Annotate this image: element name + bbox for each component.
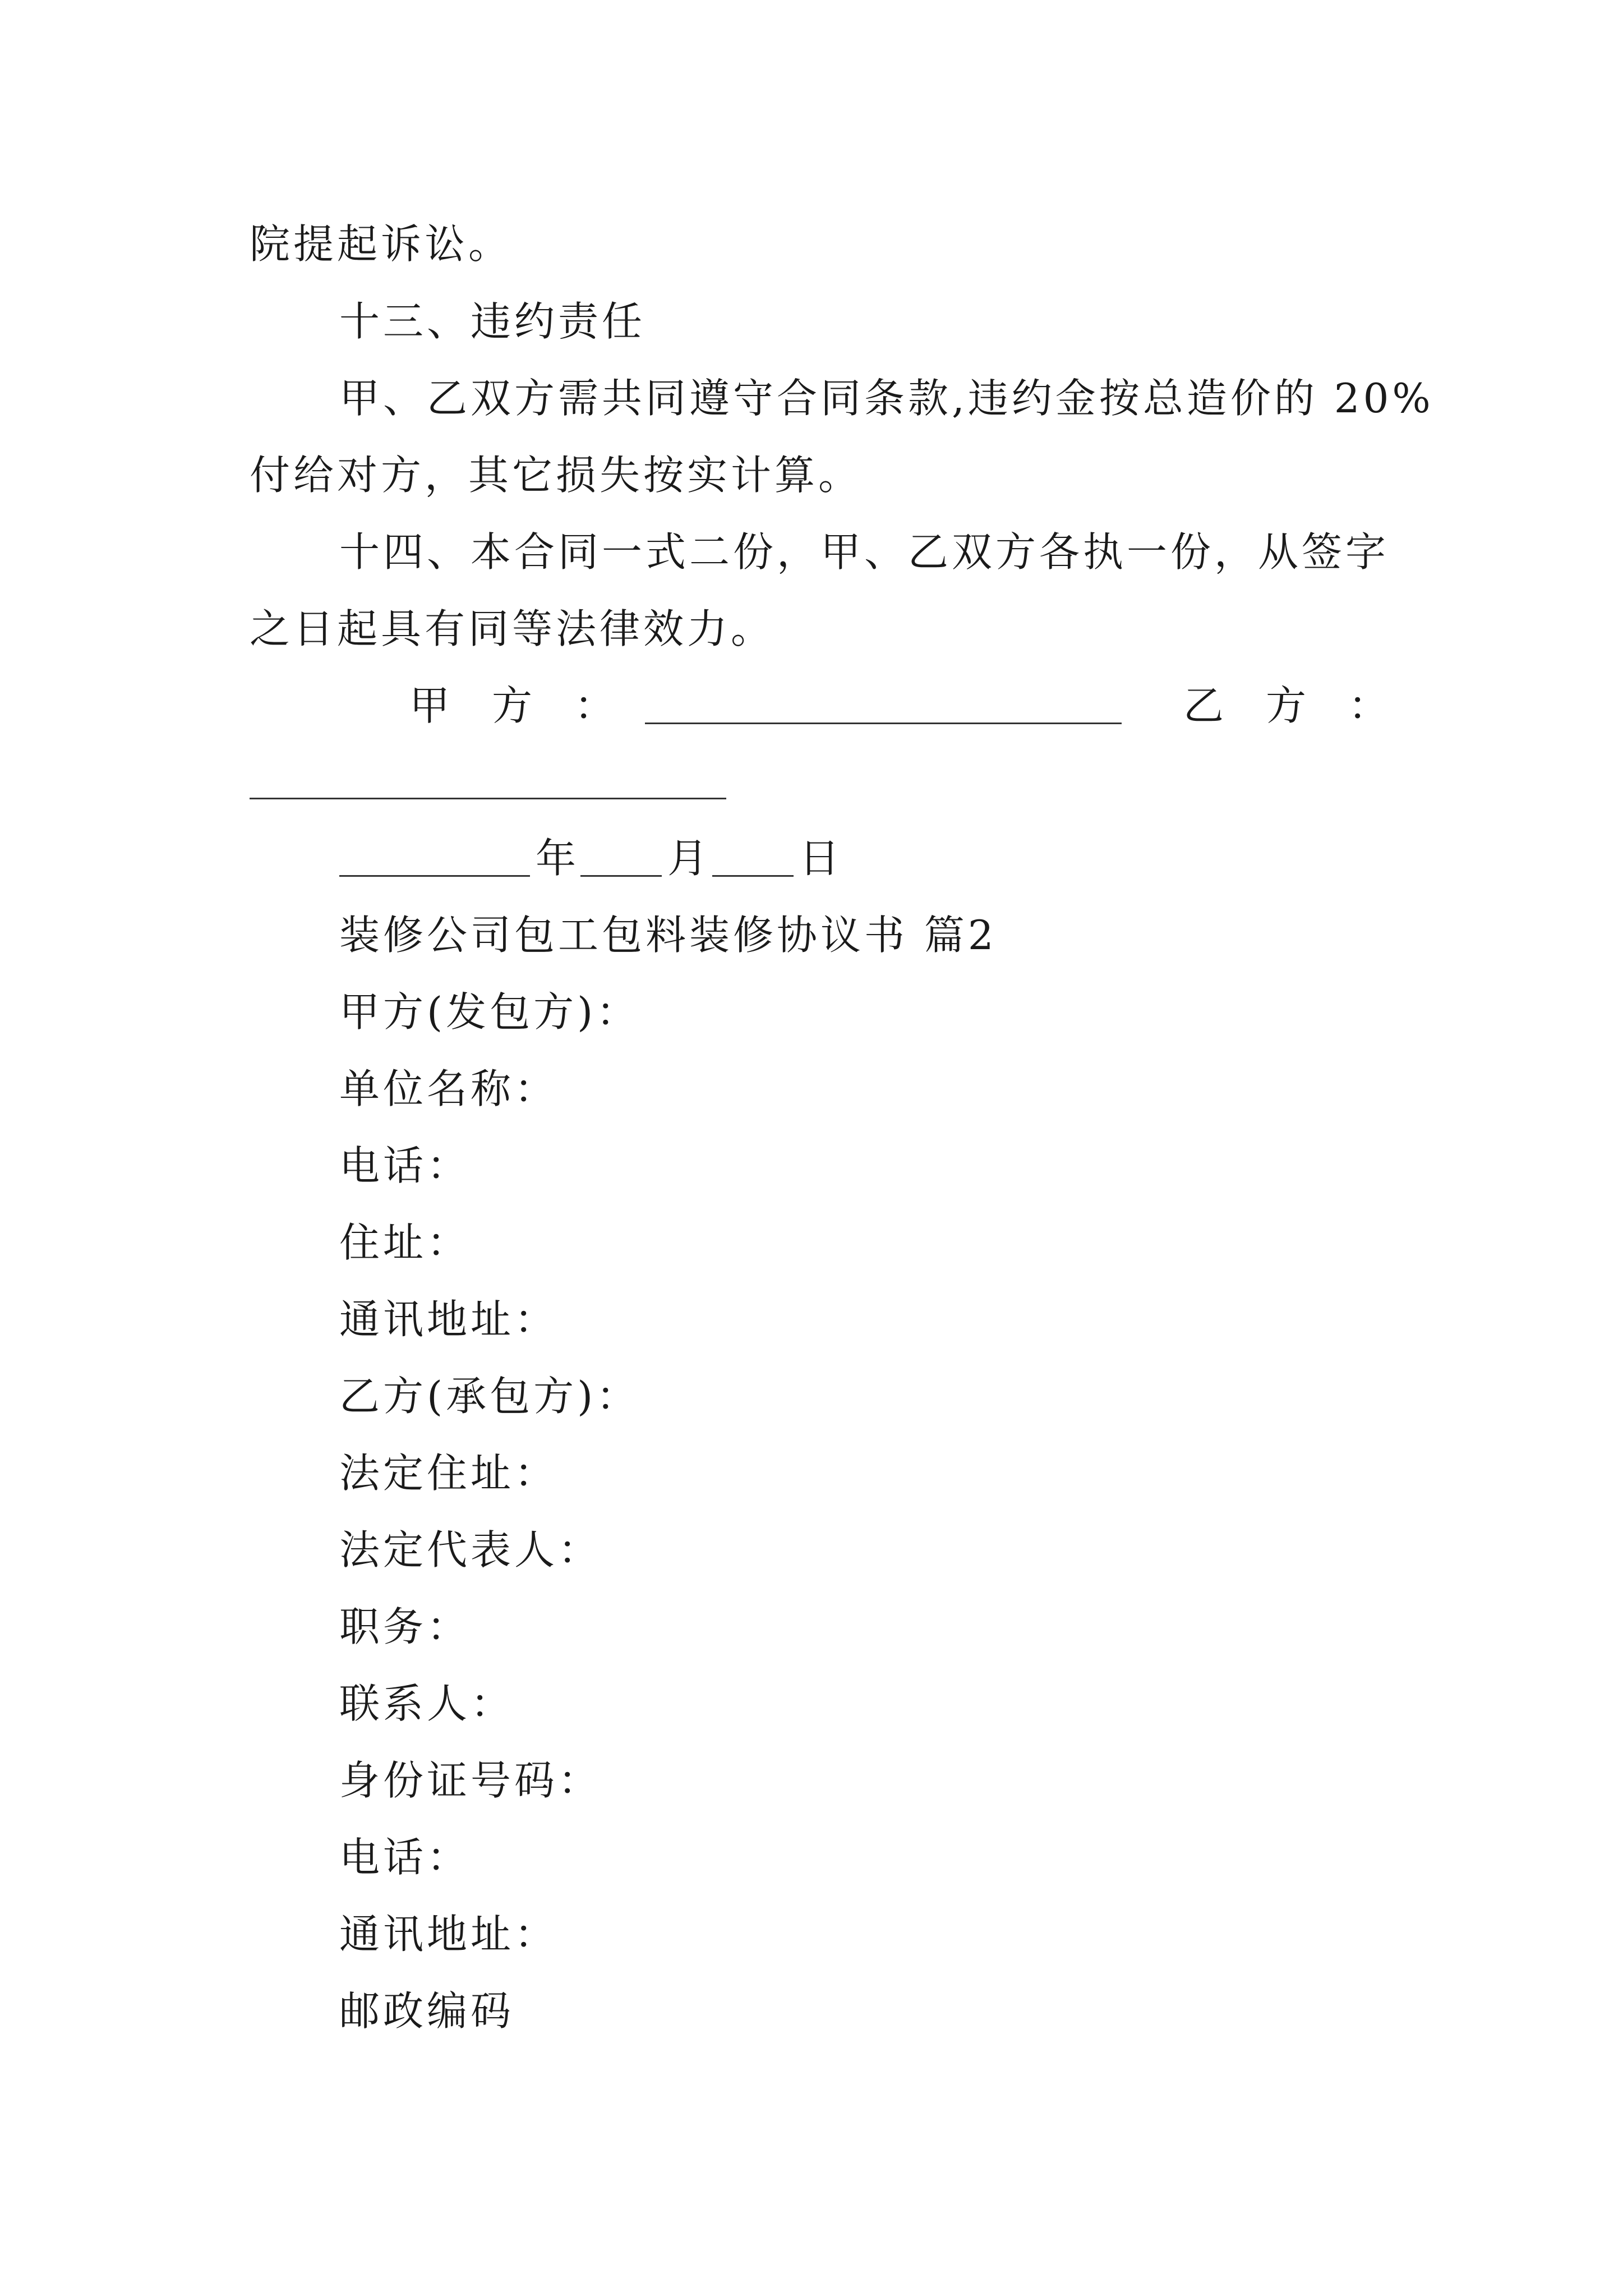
field-label: 通讯地址：	[339, 1296, 559, 1343]
party-a-signature-blank	[645, 723, 1122, 724]
field-label: 联系人：	[339, 1680, 515, 1727]
year-blank	[339, 875, 530, 877]
party-b-signature-label: 乙方：	[1183, 682, 1431, 729]
year-label: 年	[536, 835, 577, 882]
section-title: 装修公司包工包料装修协议书 篇2	[339, 912, 997, 959]
month-blank	[580, 875, 662, 877]
paragraph-line: 十四、本合同一式二份，甲、乙双方各执一份，从签字	[339, 528, 1390, 576]
paragraph-line: 院提起诉讼。	[250, 220, 513, 268]
paragraph-line: 之日起具有同等法律效力。	[250, 605, 775, 652]
field-label: 法定住址：	[339, 1450, 559, 1497]
day-blank	[712, 875, 794, 877]
field-label: 甲方(发包方)：	[339, 988, 640, 1036]
field-label: 电话：	[339, 1142, 471, 1189]
paragraph-line: 甲、乙双方需共同遵守合同条款,违约金按总造价的 20%	[339, 375, 1434, 422]
field-label: 职务：	[339, 1603, 471, 1650]
field-label: 邮政编码	[339, 1987, 515, 2035]
field-label: 身份证号码：	[339, 1757, 602, 1804]
party-a-signature-label: 甲方：	[409, 682, 657, 729]
field-label: 通讯地址：	[339, 1911, 559, 1958]
day-label: 日	[799, 835, 840, 882]
section-heading: 十三、违约责任	[339, 298, 646, 345]
field-label: 乙方(承包方)：	[339, 1373, 640, 1420]
party-b-signature-blank	[250, 798, 726, 799]
paragraph-line: 付给对方，其它损失按实计算。	[250, 452, 863, 499]
field-label: 法定代表人：	[339, 1526, 602, 1573]
field-label: 单位名称：	[339, 1065, 559, 1112]
field-label: 电话：	[339, 1834, 471, 1881]
month-label: 月	[667, 835, 708, 882]
field-label: 住址：	[339, 1219, 471, 1266]
